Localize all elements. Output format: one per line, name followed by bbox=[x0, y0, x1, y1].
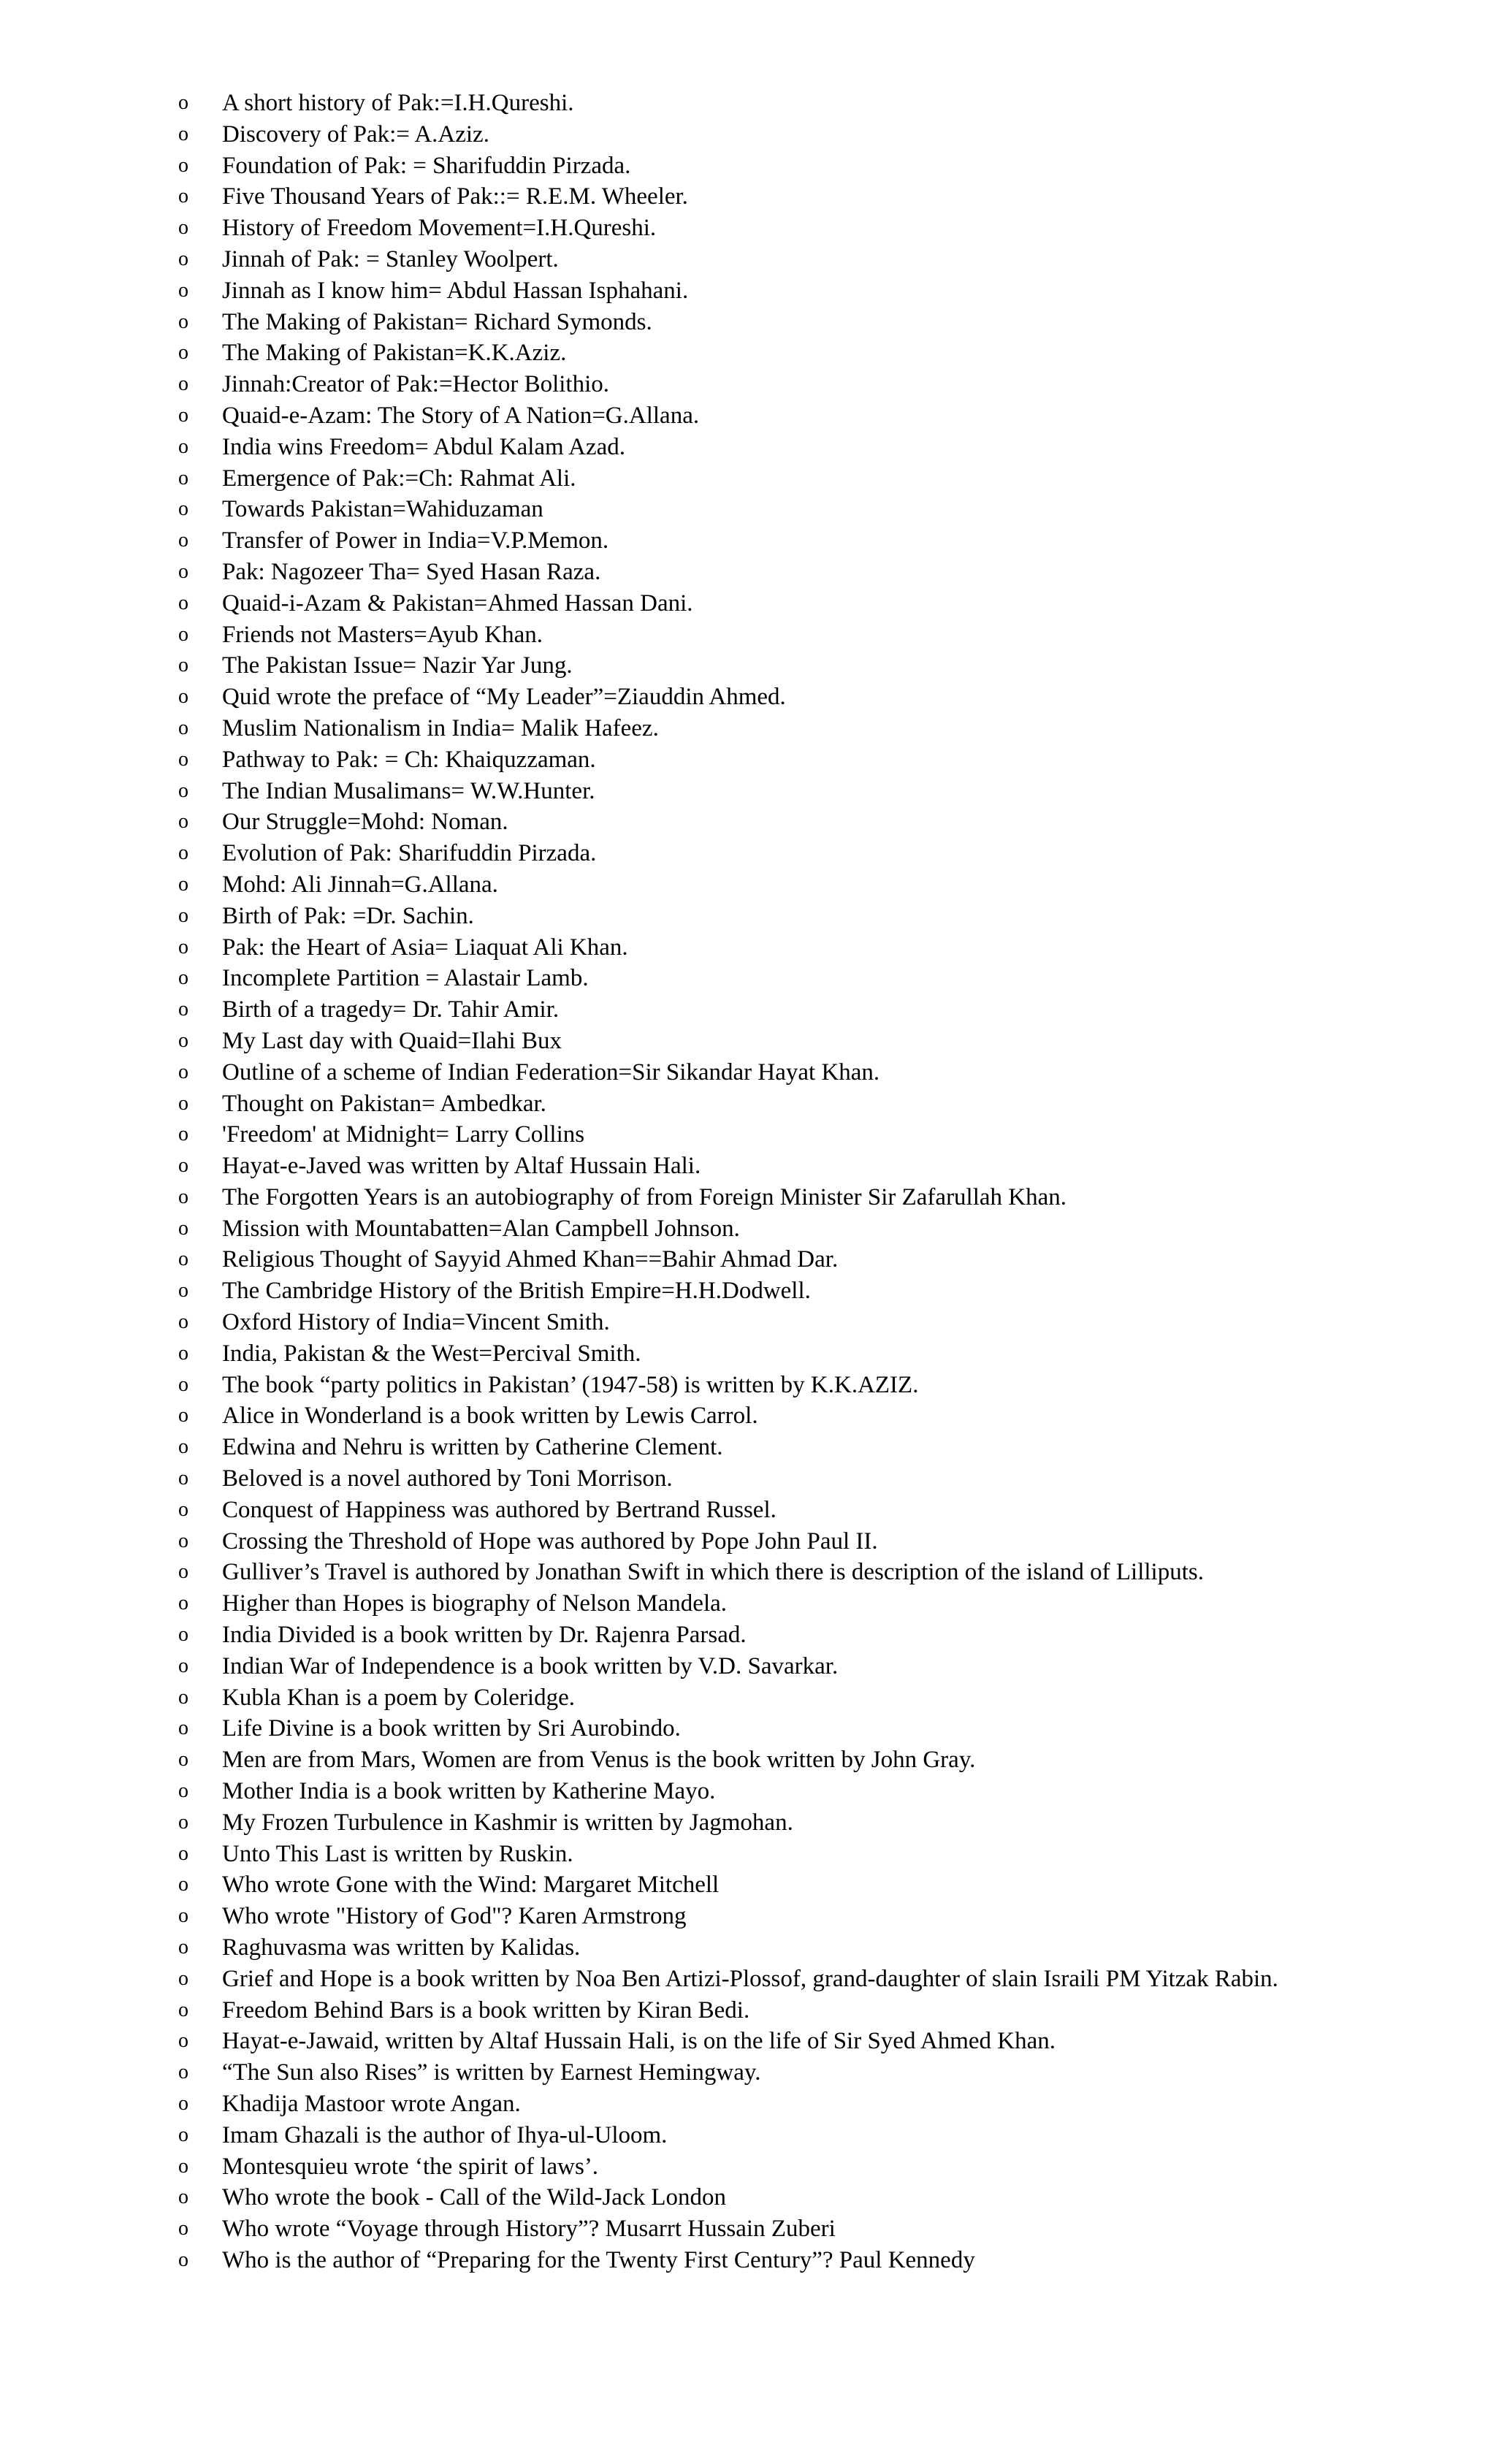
list-item-text: The Making of Pakistan=K.K.Aziz. bbox=[222, 340, 567, 367]
list-item bbox=[178, 1338, 1420, 1370]
bullet-icon: o bbox=[178, 1248, 188, 1271]
list-item-text: Conquest of Happiness was authored by Bertrand Russel. bbox=[222, 1496, 776, 1523]
bullet-icon: o bbox=[178, 1780, 188, 1803]
bullet-icon: o bbox=[178, 966, 188, 990]
list-item-text: The Forgotten Years is an autobiography of from Foreign Minister Sir Zafarullah Khan. bbox=[222, 1183, 1067, 1210]
bullet-icon: o bbox=[178, 716, 188, 739]
bullet-icon: o bbox=[178, 529, 188, 552]
list-item-text: Discovery of Pak:= A.Aziz. bbox=[222, 121, 489, 148]
list-item bbox=[178, 901, 1420, 932]
list-item-text: Outline of a scheme of Indian Federation=Sir Sikandar Hayat Khan. bbox=[222, 1059, 880, 1086]
bullet-icon: o bbox=[178, 842, 188, 865]
list-item-text: Quid wrote the preface of “My Leader”=Ziauddin Ahmed. bbox=[222, 684, 786, 711]
list-item bbox=[178, 1151, 1420, 1182]
list-item bbox=[178, 244, 1420, 275]
bullet-icon: o bbox=[178, 247, 188, 270]
bullet-icon: o bbox=[178, 998, 188, 1021]
bullet-icon: o bbox=[178, 2123, 188, 2146]
list-item-text: Alice in Wonderland is a book written by Lewis Carrol. bbox=[222, 1403, 758, 1430]
list-item bbox=[178, 1526, 1420, 1557]
bullet-icon: o bbox=[178, 435, 188, 458]
list-item bbox=[178, 2057, 1420, 2089]
list-item bbox=[178, 2213, 1420, 2245]
list-item-text: Incomplete Partition = Alastair Lamb. bbox=[222, 965, 589, 992]
list-item bbox=[178, 1776, 1420, 1807]
list-item-text: Who is the author of “Preparing for the Twenty First Century”? Paul Kennedy bbox=[222, 2246, 975, 2273]
list-item-text: Jinnah:Creator of Pak:=Hector Bolithio. bbox=[222, 371, 610, 398]
list-item-text: Higher than Hopes is biography of Nelson Mandela. bbox=[222, 1590, 728, 1617]
list-item-text: Friends not Masters=Ayub Khan. bbox=[222, 621, 543, 648]
list-item-text: Who wrote "History of God"? Karen Armstrong bbox=[222, 1903, 687, 1930]
list-item bbox=[178, 650, 1420, 682]
list-item-text: Jinnah of Pak: = Stanley Woolpert. bbox=[222, 245, 559, 272]
list-item bbox=[178, 1463, 1420, 1495]
list-item-text: My Frozen Turbulence in Kashmir is written by Jagmohan. bbox=[222, 1809, 793, 1836]
list-item bbox=[178, 119, 1420, 150]
list-item bbox=[178, 1370, 1420, 1401]
list-item-text: Raghuvasma was written by Kalidas. bbox=[222, 1934, 581, 1961]
list-item-text: Muslim Nationalism in India= Malik Hafeez. bbox=[222, 714, 659, 741]
list-item-text: History of Freedom Movement=I.H.Qureshi. bbox=[222, 215, 657, 242]
bullet-icon: o bbox=[178, 278, 188, 302]
list-item bbox=[178, 2151, 1420, 2183]
list-item bbox=[178, 525, 1420, 557]
list-item bbox=[178, 2182, 1420, 2213]
list-item bbox=[178, 1869, 1420, 1901]
list-item bbox=[178, 1807, 1420, 1839]
list-item bbox=[178, 713, 1420, 744]
list-item bbox=[178, 275, 1420, 307]
list-item bbox=[178, 682, 1420, 713]
bullet-icon: o bbox=[178, 1123, 188, 1146]
list-item-text: Men are from Mars, Women are from Venus is the book written by John Gray. bbox=[222, 1747, 976, 1774]
list-item-text: Foundation of Pak: = Sharifuddin Pirzada. bbox=[222, 152, 631, 179]
list-item-text: Quaid-e-Azam: The Story of A Nation=G.Allana. bbox=[222, 402, 700, 429]
bullet-icon: o bbox=[178, 1810, 188, 1834]
list-item-text: My Last day with Quaid=Ilahi Bux bbox=[222, 1027, 562, 1054]
bullet-icon: o bbox=[178, 153, 188, 177]
bullet-icon: o bbox=[178, 685, 188, 709]
bullet-icon: o bbox=[178, 122, 188, 145]
list-item bbox=[178, 1713, 1420, 1744]
list-item bbox=[178, 432, 1420, 463]
bullet-icon: o bbox=[178, 1311, 188, 1334]
list-item-text: Kubla Khan is a poem by Coleridge. bbox=[222, 1684, 575, 1711]
bullet-icon: o bbox=[178, 1154, 188, 1178]
list-item bbox=[178, 588, 1420, 619]
bullet-icon: o bbox=[178, 2186, 188, 2209]
bullet-icon: o bbox=[178, 1873, 188, 1896]
list-item-text: India, Pakistan & the West=Percival Smith. bbox=[222, 1340, 641, 1367]
list-item bbox=[178, 181, 1420, 213]
list-item bbox=[178, 1244, 1420, 1275]
bullet-icon: o bbox=[178, 1623, 188, 1647]
bullet-icon: o bbox=[178, 1216, 188, 1240]
list-item bbox=[178, 213, 1420, 244]
list-item bbox=[178, 1651, 1420, 1682]
list-item bbox=[178, 2089, 1420, 2120]
bullet-icon: o bbox=[178, 2248, 188, 2271]
list-item bbox=[178, 1620, 1420, 1651]
list-item-text: Birth of Pak: =Dr. Sachin. bbox=[222, 902, 474, 929]
bullet-icon: o bbox=[178, 1029, 188, 1052]
bullet-icon: o bbox=[178, 779, 188, 802]
list-item-text: Edwina and Nehru is written by Catherine Clement. bbox=[222, 1434, 723, 1461]
bullet-icon: o bbox=[178, 872, 188, 896]
list-item bbox=[178, 1026, 1420, 1057]
bullet-icon: o bbox=[178, 1185, 188, 1208]
list-item bbox=[178, 1432, 1420, 1463]
bullet-icon: o bbox=[178, 1842, 188, 1865]
list-item bbox=[178, 744, 1420, 776]
list-item-text: Gulliver’s Travel is authored by Jonathan Swift in which there is description of the island of Lilliputs. bbox=[222, 1559, 1204, 1586]
bullet-icon: o bbox=[178, 91, 188, 114]
bullet-icon: o bbox=[178, 1060, 188, 1083]
bullet-icon: o bbox=[178, 1904, 188, 1928]
list-item bbox=[178, 806, 1420, 838]
list-item bbox=[178, 619, 1420, 651]
list-item-text: Pak: Nagozeer Tha= Syed Hasan Raza. bbox=[222, 558, 601, 585]
list-item-text: Grief and Hope is a book written by Noa Ben Artizi-Plossof, grand-daughter of slain Israili PM Yitzak Rabin. bbox=[222, 1965, 1278, 1992]
list-item bbox=[178, 1964, 1420, 1995]
list-item bbox=[178, 1495, 1420, 1526]
list-item bbox=[178, 1057, 1420, 1088]
bullet-icon: o bbox=[178, 2029, 188, 2053]
list-item bbox=[178, 1588, 1420, 1620]
list-item-text: India Divided is a book written by Dr. Rajenra Parsad. bbox=[222, 1622, 747, 1649]
bullet-icon: o bbox=[178, 2061, 188, 2084]
list-item-text: Who wrote Gone with the Wind: Margaret Mitchell bbox=[222, 1872, 720, 1899]
bullet-icon: o bbox=[178, 1091, 188, 1115]
list-item-text: Crossing the Threshold of Hope was authored by Pope John Paul II. bbox=[222, 1527, 878, 1555]
list-item-text: Five Thousand Years of Pak::= R.E.M. Wheeler. bbox=[222, 183, 688, 210]
list-item-text: Who wrote the book - Call of the Wild-Jack London bbox=[222, 2184, 726, 2211]
list-item-text: Emergence of Pak:=Ch: Rahmat Ali. bbox=[222, 465, 576, 492]
list-item-text: Mother India is a book written by Katherine Mayo. bbox=[222, 1778, 716, 1805]
bullet-icon: o bbox=[178, 1998, 188, 2021]
list-item-text: Towards Pakistan=Wahiduzaman bbox=[222, 496, 543, 523]
list-item bbox=[178, 1119, 1420, 1151]
bullet-icon: o bbox=[178, 1560, 188, 1584]
bullet-icon: o bbox=[178, 1498, 188, 1521]
bullet-icon: o bbox=[178, 560, 188, 583]
list-item bbox=[178, 463, 1420, 495]
list-item bbox=[178, 337, 1420, 369]
bullet-icon: o bbox=[178, 1435, 188, 1459]
bullet-icon: o bbox=[178, 373, 188, 396]
list-item bbox=[178, 2026, 1420, 2057]
bullet-icon: o bbox=[178, 185, 188, 208]
list-item-text: India wins Freedom= Abdul Kalam Azad. bbox=[222, 433, 626, 460]
list-item-text: The Cambridge History of the British Empire=H.H.Dodwell. bbox=[222, 1278, 811, 1305]
bullet-icon: o bbox=[178, 1592, 188, 1615]
list-item-text: Freedom Behind Bars is a book written by Kiran Bedi. bbox=[222, 1996, 750, 2024]
bullet-icon: o bbox=[178, 1936, 188, 1959]
list-item bbox=[178, 838, 1420, 869]
bullet-icon: o bbox=[178, 1467, 188, 1490]
list-item bbox=[178, 494, 1420, 525]
list-item bbox=[178, 1682, 1420, 1714]
list-item-text: Hayat-e-Jawaid, written by Altaf Hussain Hali, is on the life of Sir Syed Ahmed Khan. bbox=[222, 2028, 1056, 2055]
bullet-icon: o bbox=[178, 341, 188, 365]
list-item-text: Khadija Mastoor wrote Angan. bbox=[222, 2091, 521, 2117]
list-item bbox=[178, 150, 1420, 182]
list-item-text: Mohd: Ali Jinnah=G.Allana. bbox=[222, 871, 498, 898]
bullet-icon: o bbox=[178, 216, 188, 240]
list-item-text: Transfer of Power in India=V.P.Memon. bbox=[222, 527, 609, 554]
bullet-icon: o bbox=[178, 1373, 188, 1396]
list-item-text: Oxford History of India=Vincent Smith. bbox=[222, 1309, 610, 1336]
bullet-icon: o bbox=[178, 1685, 188, 1709]
list-item-text: Evolution of Pak: Sharifuddin Pirzada. bbox=[222, 840, 597, 867]
list-item-text: Unto This Last is written by Ruskin. bbox=[222, 1840, 573, 1867]
list-item-text: Our Struggle=Mohd: Noman. bbox=[222, 809, 508, 836]
list-item bbox=[178, 776, 1420, 807]
list-item bbox=[178, 1213, 1420, 1245]
list-item bbox=[178, 557, 1420, 588]
list-item-text: The book “party politics in Pakistan’ (1947-58) is written by K.K.AZIZ. bbox=[222, 1371, 919, 1398]
bullet-icon: o bbox=[178, 1404, 188, 1427]
list-item bbox=[178, 1901, 1420, 1932]
list-item-text: Life Divine is a book written by Sri Aurobindo. bbox=[222, 1715, 681, 1742]
list-item-text: The Making of Pakistan= Richard Symonds. bbox=[222, 308, 652, 335]
list-item-text: Imam Ghazali is the author of Ihya-ul-Uloom. bbox=[222, 2121, 668, 2148]
list-item-text: The Pakistan Issue= Nazir Yar Jung. bbox=[222, 652, 573, 679]
list-item-text: 'Freedom' at Midnight= Larry Collins bbox=[222, 1121, 585, 1148]
list-item bbox=[178, 963, 1420, 994]
bullet-icon: o bbox=[178, 2217, 188, 2240]
list-item bbox=[178, 1995, 1420, 2026]
bullet-icon: o bbox=[178, 935, 188, 958]
bullet-icon: o bbox=[178, 904, 188, 927]
list-item bbox=[178, 88, 1420, 119]
list-item bbox=[178, 1307, 1420, 1338]
list-item-text: Hayat-e-Javed was written by Altaf Hussain Hali. bbox=[222, 1153, 701, 1180]
list-item bbox=[178, 1182, 1420, 1213]
list-item-text: Quaid-i-Azam & Pakistan=Ahmed Hassan Dani. bbox=[222, 590, 693, 617]
list-item bbox=[178, 307, 1420, 338]
list-item bbox=[178, 932, 1420, 964]
bullet-icon: o bbox=[178, 810, 188, 834]
bullet-icon: o bbox=[178, 497, 188, 521]
list-item bbox=[178, 869, 1420, 901]
list-item-text: Indian War of Independence is a book written by V.D. Savarkar. bbox=[222, 1652, 839, 1679]
bullet-icon: o bbox=[178, 1748, 188, 1771]
list-item bbox=[178, 994, 1420, 1026]
list-item bbox=[178, 2245, 1420, 2276]
list-item-text: Jinnah as I know him= Abdul Hassan Isphahani. bbox=[222, 277, 689, 304]
list-item bbox=[178, 400, 1420, 432]
bullet-icon: o bbox=[178, 1717, 188, 1740]
bullet-icon: o bbox=[178, 1279, 188, 1302]
list-item bbox=[178, 369, 1420, 400]
list-item-text: Montesquieu wrote ‘the spirit of laws’. bbox=[222, 2153, 599, 2180]
bullet-icon: o bbox=[178, 2092, 188, 2115]
bullet-icon: o bbox=[178, 1341, 188, 1365]
list-item-text: Beloved is a novel authored by Toni Morrison. bbox=[222, 1465, 673, 1492]
list-item-text: A short history of Pak:=I.H.Qureshi. bbox=[222, 90, 574, 116]
list-item bbox=[178, 1088, 1420, 1120]
bullet-icon: o bbox=[178, 403, 188, 427]
bullet-icon: o bbox=[178, 1967, 188, 1990]
bullet-icon: o bbox=[178, 654, 188, 677]
bullet-icon: o bbox=[178, 2154, 188, 2178]
list-item bbox=[178, 1400, 1420, 1432]
list-item-text: Religious Thought of Sayyid Ahmed Khan==Bahir Ahmad Dar. bbox=[222, 1246, 839, 1273]
list-item-text: Birth of a tragedy= Dr. Tahir Amir. bbox=[222, 996, 560, 1023]
list-item bbox=[178, 2120, 1420, 2151]
bullet-icon: o bbox=[178, 622, 188, 646]
bullet-icon: o bbox=[178, 591, 188, 614]
bullet-icon: o bbox=[178, 1529, 188, 1552]
list-item-text: The Indian Musalimans= W.W.Hunter. bbox=[222, 777, 595, 804]
list-item-text: Thought on Pakistan= Ambedkar. bbox=[222, 1090, 546, 1117]
list-item bbox=[178, 1839, 1420, 1870]
bullet-icon: o bbox=[178, 310, 188, 333]
list-item bbox=[178, 1557, 1420, 1588]
list-item bbox=[178, 1932, 1420, 1964]
list-item-text: Who wrote “Voyage through History”? Musarrt Hussain Zuberi bbox=[222, 2216, 836, 2243]
bullet-icon: o bbox=[178, 747, 188, 771]
list-item bbox=[178, 1744, 1420, 1776]
list-item bbox=[178, 1275, 1420, 1307]
list-item-text: “The Sun also Rises” is written by Earnest Hemingway. bbox=[222, 2059, 761, 2086]
book-author-list bbox=[178, 88, 1420, 2276]
list-item-text: Pak: the Heart of Asia= Liaquat Ali Khan. bbox=[222, 934, 628, 961]
bullet-icon: o bbox=[178, 466, 188, 489]
bullet-icon: o bbox=[178, 1654, 188, 1677]
list-item-text: Mission with Mountabatten=Alan Campbell Johnson. bbox=[222, 1215, 740, 1242]
list-item-text: Pathway to Pak: = Ch: Khaiquzzaman. bbox=[222, 746, 596, 773]
